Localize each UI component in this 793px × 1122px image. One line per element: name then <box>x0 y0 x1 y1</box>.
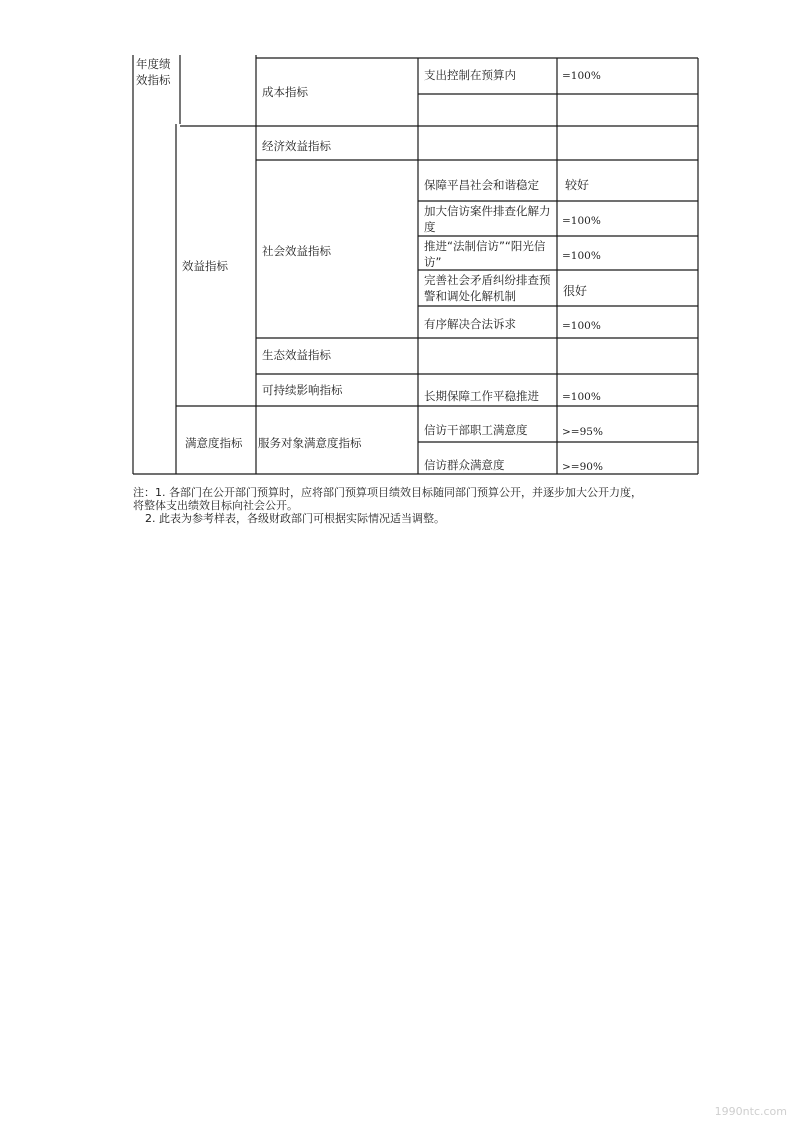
social-item-value: =100% <box>562 215 601 227</box>
satisfaction-indicator-label: 满意度指标 <box>185 436 243 450</box>
benefit-indicator-label: 效益指标 <box>182 259 228 273</box>
social-item-name: 保障平昌社会和谐稳定 <box>424 178 539 192</box>
cost-row-value: =100% <box>562 70 601 82</box>
satisfaction-item-value: >=90% <box>562 461 603 473</box>
social-item-value: =100% <box>562 250 601 262</box>
cost-row-name: 支出控制在预算内 <box>424 68 516 82</box>
footnote-2: 2. 此表为参考样表，各级财政部门可根据实际情况适当调整。 <box>145 512 445 525</box>
satisfaction-item-value: >=95% <box>562 426 603 438</box>
sustainable-item-value: =100% <box>562 391 601 403</box>
social-item-name: 完善社会矛盾纠纷排查预警和调处化解机制 <box>424 273 551 303</box>
social-benefit-label: 社会效益指标 <box>262 244 331 258</box>
footnotes <box>133 486 693 525</box>
sustainable-impact-label: 可持续影响指标 <box>262 383 343 397</box>
annual-indicator-label: 年度绩效指标 <box>136 57 171 87</box>
sustainable-item-name: 长期保障工作平稳推进 <box>424 389 539 403</box>
social-item-value: 很好 <box>563 284 588 298</box>
social-item-value: =100% <box>562 320 601 332</box>
social-item-name: 有序解决合法诉求 <box>424 317 516 331</box>
cost-indicator-label: 成本指标 <box>262 85 308 99</box>
economic-benefit-label: 经济效益指标 <box>262 139 331 153</box>
footnote-1-continued: 将整体支出绩效目标向社会公开。 <box>133 499 298 512</box>
ecological-benefit-label: 生态效益指标 <box>262 348 331 362</box>
satisfaction-item-name: 信访干部职工满意度 <box>424 423 528 437</box>
service-satisfaction-label: 服务对象满意度指标 <box>258 436 362 450</box>
social-item-value: 较好 <box>565 178 590 192</box>
footnote-1: 注：1. 各部门在公开部门预算时，应将部门预算项目绩效目标随同部门预算公开，并逐步加大公开力度， <box>133 486 642 499</box>
social-item-name: 推进“法制信访”“阳光信访” <box>424 239 546 269</box>
watermark: 1990ntc.com <box>714 1105 787 1118</box>
social-item-name: 加大信访案件排查化解力度 <box>424 204 551 234</box>
satisfaction-item-name: 信访群众满意度 <box>424 458 505 472</box>
